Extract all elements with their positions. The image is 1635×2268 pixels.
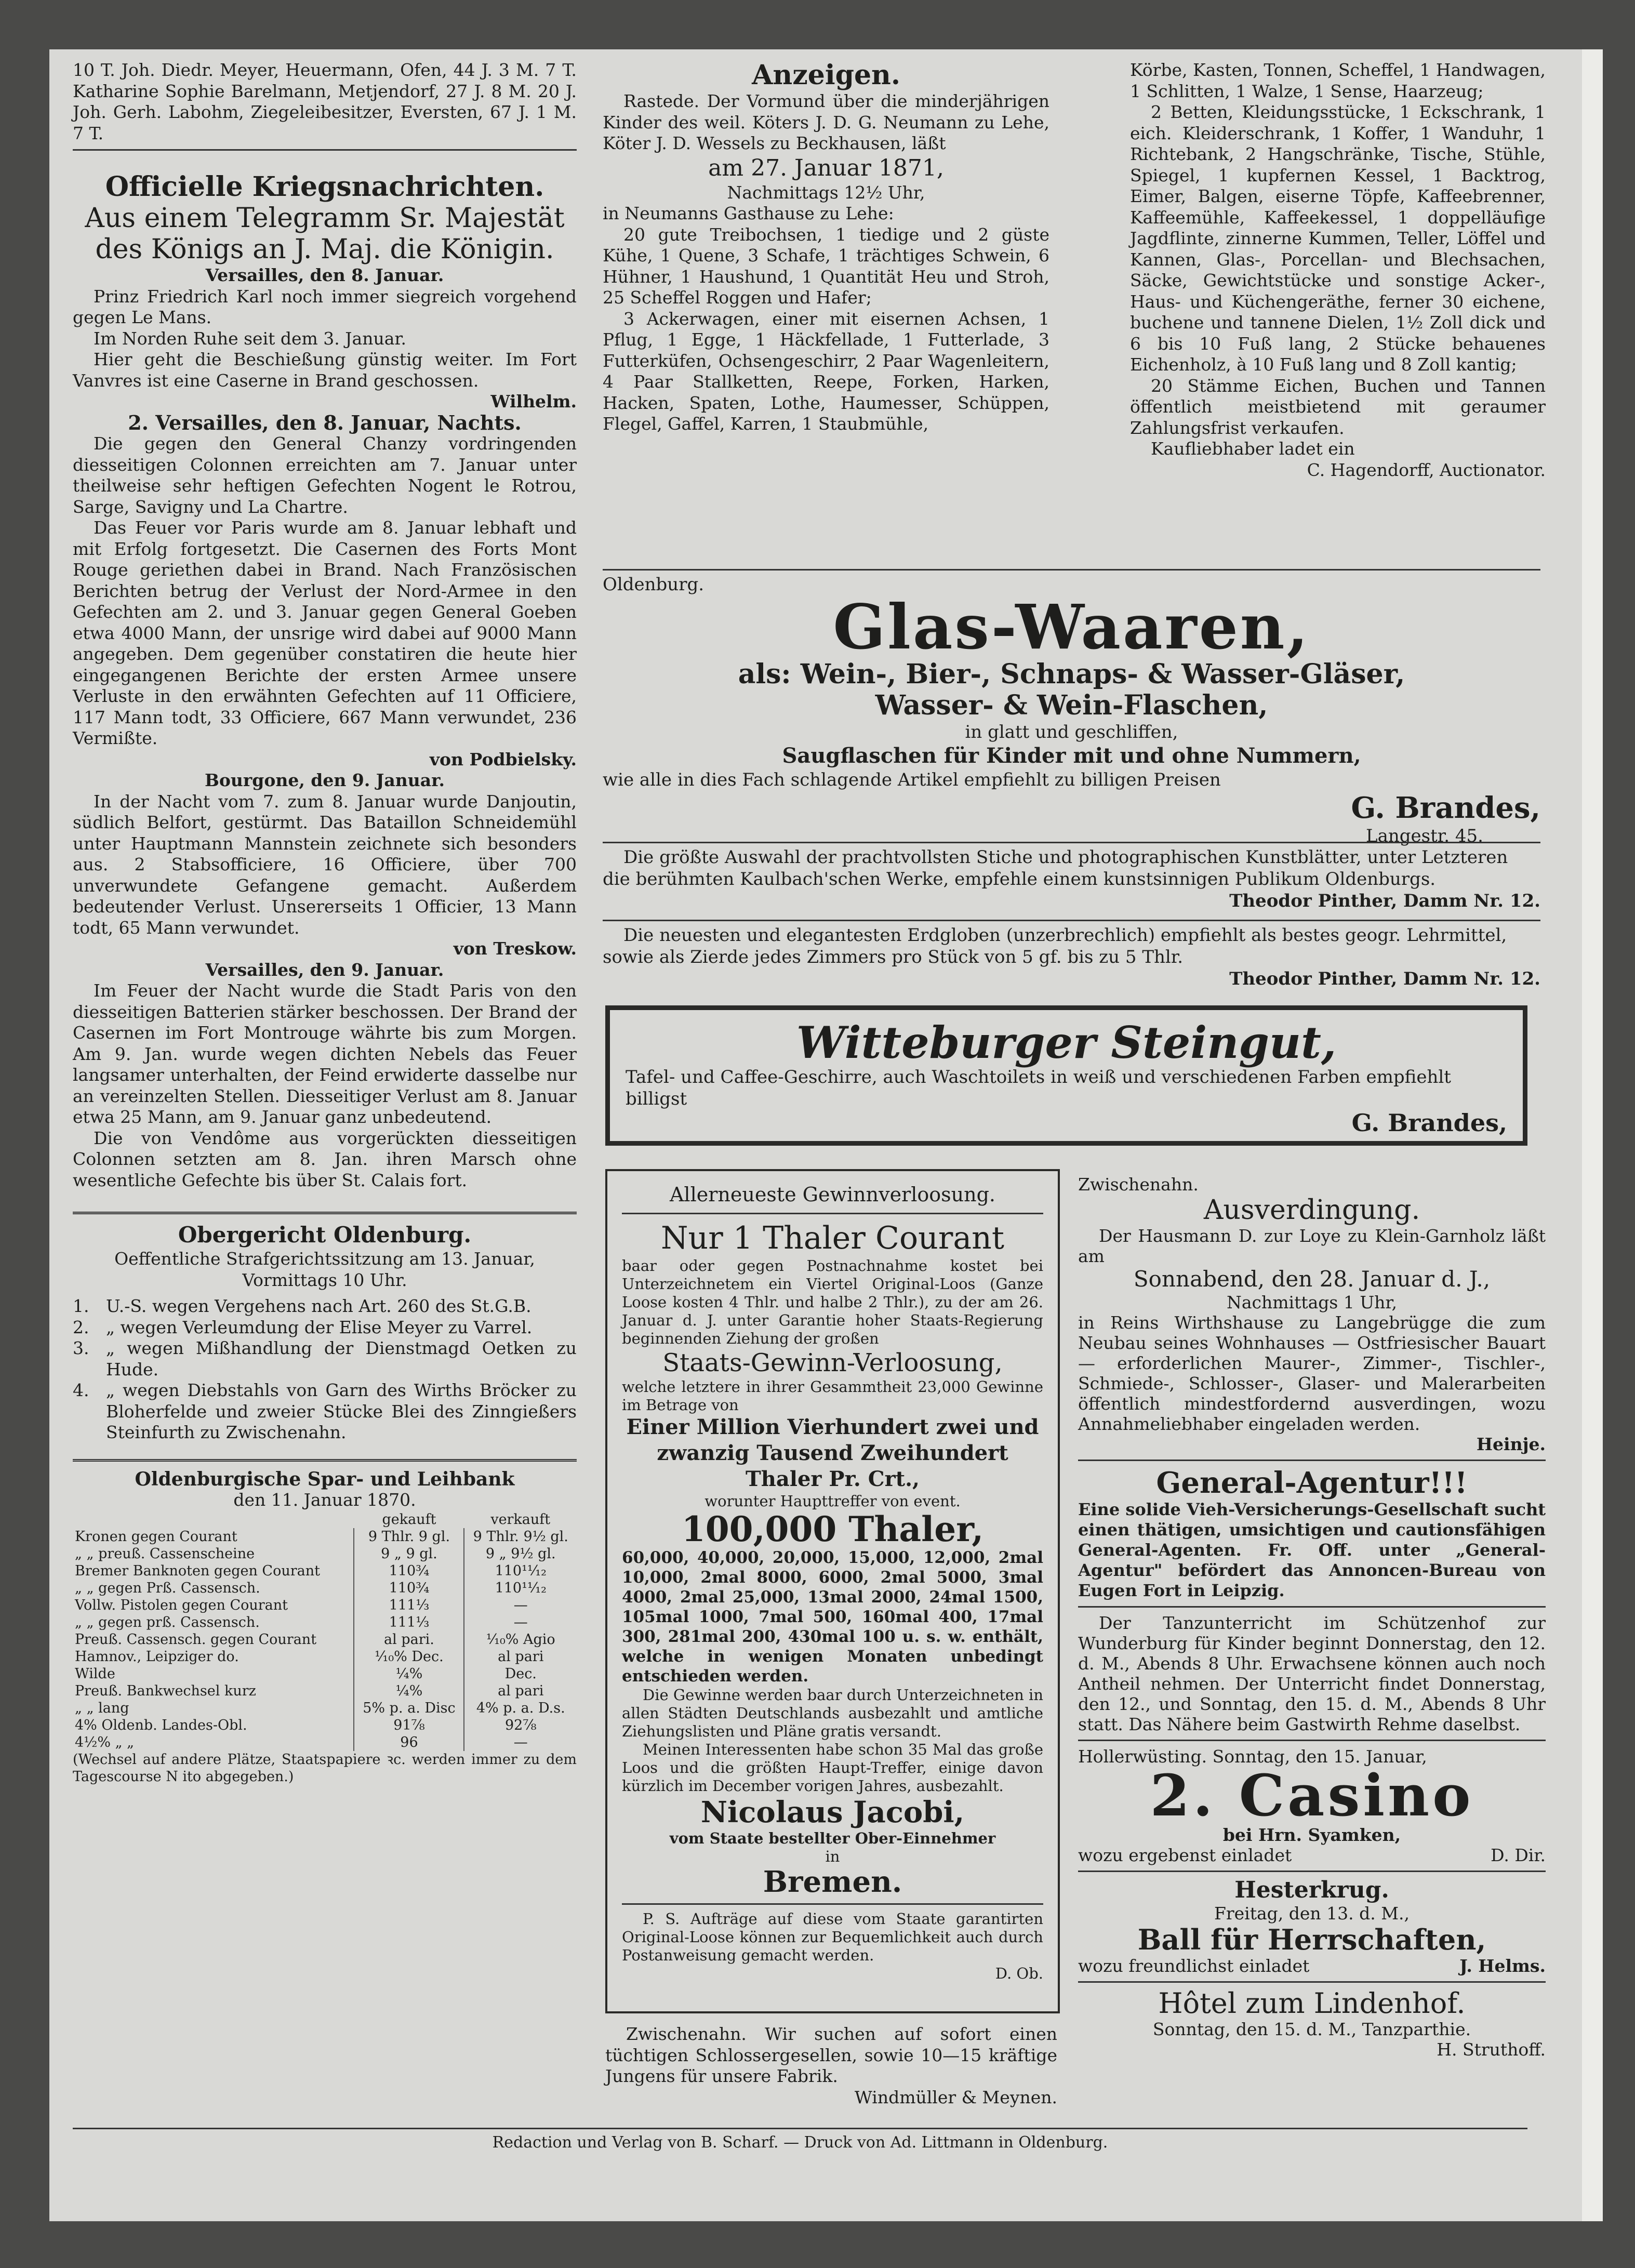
ad-text bbox=[1078, 1956, 1546, 1976]
art-prints-ad bbox=[603, 842, 1540, 912]
glass-ad bbox=[603, 569, 1540, 847]
table-cell: 92⅞ bbox=[464, 1717, 577, 1734]
table-cell: 4½% „ „ bbox=[75, 1734, 135, 1750]
ad-title: Hôtel zum Lindenhof. bbox=[1158, 1987, 1466, 2020]
ad-signature: Theodor Pinther, Damm Nr. 12. bbox=[1229, 891, 1540, 911]
locksmith-ad bbox=[605, 2024, 1057, 2108]
ad-title: General-Agentur!!! bbox=[1156, 1466, 1468, 1500]
table-cell: 5% p. a. Disc bbox=[354, 1700, 464, 1717]
table-cell: 9 Thlr. 9 gl. bbox=[354, 1528, 464, 1545]
news-paragraph: Hier geht die Beschießung günstig weiter. Im Fort Vanvres ist eine Caserne in Brand geschossen. bbox=[73, 349, 577, 391]
table-cell: Vollw. Pistolen gegen Courant bbox=[75, 1597, 288, 1613]
table-cell: „ „ preuß. Cassenscheine bbox=[75, 1545, 255, 1562]
ad-text: Die größte Auswahl der prachtvollsten Stiche und photographischen Kunstblätter, unter Letzteren die berühmten Kaulbach'schen Werke, empfehle einem kunstsinnigen Publikum Oldenburgs. bbox=[603, 847, 1508, 890]
table-cell: Kronen gegen Courant bbox=[75, 1528, 237, 1545]
ad-date: Freitag, den 13. d. M., bbox=[1214, 1903, 1410, 1924]
court-item-number: 4. bbox=[73, 1380, 89, 1400]
table-cell: 91⅞ bbox=[354, 1717, 464, 1734]
court-item-text: „ wegen Mißhandlung der Dienstmagd Oetken zu Hude. bbox=[106, 1338, 577, 1380]
divider bbox=[622, 1903, 1043, 1905]
death-notices: 10 T. Joh. Diedr. Meyer, Heuermann, Ofen, 44 J. 3 M. 7 T. Katharine Sophie Barelmann, Metjendorf, 27 J. 8 M. 20 J. Joh. Gerh. Labohm, Ziegeleibesitzer, Eversten, 67 J. 1 M. 7 T. bbox=[73, 60, 577, 143]
auction-items: 20 gute Treibochsen, 1 tiedige und 2 güste Kühe, 1 Quene, 3 Schafe, 1 trächtiges Schwein, 6 Hühner, 1 Haushund, 1 Quantität Heu und Stroh, 25 Scheffel Roggen und Hafer; bbox=[603, 224, 1049, 308]
war-news-title: Officielle Kriegsnachrichten. bbox=[105, 171, 544, 203]
table-cell: — bbox=[464, 1734, 577, 1751]
table-row bbox=[73, 1614, 577, 1631]
column-right bbox=[1130, 60, 1546, 481]
court-title: Obergericht Oldenburg. bbox=[178, 1222, 472, 1248]
ad-line: wie alle in dies Fach schlagende Artikel empfiehlt zu billigen Preisen bbox=[603, 770, 1221, 790]
news-paragraph: In der Nacht vom 7. zum 8. Januar wurde Danjoutin, südlich Belfort, gestürmt. Das Bataillon Schneidemühl unter Hauptmann Mannstein zeichnete sich besonders aus. 2 Stabsofficiere, 16 Officiere, über 700 unverwundete Gefangene gemacht. Außerdem bedeutender Verlust. Unsererseits 1 Officier, 13 Mann todt, 65 Mann verwundet. bbox=[73, 791, 577, 938]
telegram-title: Aus einem Telegramm Sr. Majestät des Königs an J. Maj. die Königin. bbox=[85, 203, 565, 265]
table-cell: al pari bbox=[464, 1648, 577, 1665]
table-cell: 9 „ 9½ gl. bbox=[464, 1545, 577, 1562]
table-cell: — bbox=[464, 1614, 577, 1631]
table-cell: Preuß. Bankwechsel kurz bbox=[75, 1682, 256, 1699]
table-cell: ¼% bbox=[354, 1665, 464, 1682]
divider bbox=[73, 149, 577, 151]
ad-signature: Windmüller & Meynen. bbox=[854, 2087, 1057, 2107]
ad-address: Langestr. 45. bbox=[1366, 826, 1483, 846]
news-paragraph: Prinz Friedrich Karl noch immer siegreich vorgehend gegen Le Mans. bbox=[73, 286, 577, 327]
auction-intro: Rastede. Der Vormund über die minderjährigen Kinder des weil. Köters J. D. G. Neumann zu Lehe, Köter J. D. Wessels zu Beckhausen, läßt bbox=[603, 91, 1049, 153]
court-item bbox=[73, 1296, 577, 1317]
table-cell: ¹⁄₁₀% Dec. bbox=[354, 1648, 464, 1665]
table-row bbox=[73, 1665, 577, 1682]
lottery-headline: Nur 1 Thaler Courant bbox=[661, 1220, 1004, 1256]
ad-text: bei Hrn. Syamken, bbox=[1222, 1825, 1401, 1845]
ad-text: Eine solide Vieh-Versicherungs-Gesellschaft sucht einen thätigen, umsichtigen und cautionsfähigen General-Agenten. Fr. Off. unter „General-Agentur" befördert das Annoncen-Bureau von Eugen Fort in Leipzig. bbox=[1078, 1500, 1546, 1600]
table-cell: 111⅓ bbox=[354, 1614, 464, 1631]
table-cell: al pari. bbox=[354, 1631, 464, 1648]
table-row bbox=[73, 1528, 577, 1545]
divider bbox=[1078, 1871, 1546, 1872]
ad-title: Ausverdingung. bbox=[1203, 1195, 1420, 1226]
table-row bbox=[73, 1734, 577, 1751]
lottery-ps-signature: D. Ob. bbox=[995, 1965, 1043, 1982]
right-lower-column bbox=[1078, 1174, 1546, 2060]
auction-items: 2 Betten, Kleidungsstücke, 1 Eckschrank, 1 eich. Kleiderschrank, 1 Koffer, 1 Wanduhr, 1 Richtebank, 2 Hangschränke, Tische, Stühle, Spiegel, 1 kupfernen Kessel, 1 Backtrog, Eimer, Balgen, eiserne Töpfe, Kaffeebrenner, Kaffeemühle, Kaffeekessel, 1 doppelläufige Jagdflinte, zinnerne Kummen, Teller, Löffel und Kannen, Glas-, Porcellan- und Blechsachen, Säcke, Gewichtstücke und sonstige Acker-, Haus- und Küchengeräthe, ferner 30 eichene, buchene und tannene Dielen, 1½ Zoll dick und 6 bis 10 Fuß lang, 2 Stücke behauenes Eichenholz, à 10 Fuß lang und 8 Zoll kantig; bbox=[1130, 102, 1546, 375]
divider bbox=[1078, 1740, 1546, 1741]
ad-signature: G. Brandes, bbox=[1351, 1109, 1507, 1137]
divider bbox=[1078, 1606, 1546, 1608]
auction-items: 3 Ackerwagen, einer mit eisernen Achsen, 1 Pflug, 1 Egge, 1 Häckfellade, 1 Futterlade, 3 Futterküfen, Ochsengeschirr, 2 Paar Wagenleitern, 4 Paar Stallketten, Reepe, Forken, Harken, Hacken, Spaten, Lothe, Haumesser, Schüppen, Flegel, Gaffel, Karren, 1 Staubmühle, bbox=[603, 308, 1049, 434]
auction-date: am 27. Januar 1871, bbox=[708, 154, 944, 181]
court-item-number: 3. bbox=[73, 1338, 89, 1358]
ad-date: Sonnabend, den 28. Januar d. J., bbox=[1133, 1266, 1491, 1292]
ad-text: Der Hausmann D. zur Loye zu Klein-Garnholz läßt am bbox=[1078, 1226, 1546, 1266]
divider bbox=[1078, 1981, 1546, 1983]
news-paragraph: Im Norden Ruhe seit dem 3. Januar. bbox=[94, 328, 407, 349]
bank-date: den 11. Januar 1870. bbox=[233, 1490, 416, 1510]
bank-note: (Wechsel auf andere Plätze, Staatspapiere ꝛc. werden immer zu dem Tagescourse N ito abgegeben.) bbox=[73, 1751, 577, 1785]
table-cell: 111⅓ bbox=[354, 1597, 464, 1614]
court-item bbox=[73, 1380, 577, 1443]
lottery-text: Die Gewinne werden baar durch Unterzeichneten in allen Städten Deutschlands ausbezahlt und amtliche Ziehungslisten und Pläne gratis versandt. bbox=[622, 1686, 1043, 1740]
auctioneer-signature: C. Hagendorff, Auctionator. bbox=[1307, 459, 1546, 480]
news-paragraph: Das Feuer vor Paris wurde am 8. Januar lebhaft und mit Erfolg fortgesetzt. Die Casernen des Forts Mont Rouge geriethen dabei in Brand. Nach Französischen Berichten betrug der Verlust der Nord-Armee in den Gefechten am 2. und 3. Januar gegen General Goeben etwa 4000 Mann, der unsrige wird dabei auf 9000 Mann angegeben. Dem gegenüber constatiren die heute hier eingegangenen Berichte der ersten Armee unsere Verluste in den erwähnten Gefechten auf 11 Officiere, 117 Mann todt, 33 Officiere, 667 Mann verwundet, 236 Vermißte. bbox=[73, 518, 577, 748]
table-cell: Bremer Banknoten gegen Courant bbox=[75, 1562, 320, 1579]
divider bbox=[622, 1213, 1043, 1214]
ad-signature: G. Brandes, bbox=[1351, 791, 1540, 825]
news-paragraph: Die von Vendôme aus vorgerückten diesseitigen Colonnen setzten am 8. Jan. ihren Marsch ohne wesentliche Gefechte bis über St. Calais fort. bbox=[73, 1128, 577, 1190]
ad-text: Der Tanzunterricht im Schützenhof zur Wunderburg für Kinder beginnt Donnerstag, den 12. d. M., Abends 8 Uhr. Erwachsene können auch noch Antheil nehmen. Der Unterricht findet Donnerstag, den 12., und Sonntag, den 15. d. M., Abends 8 Uhr statt. Das Nähere beim Gastwirth Rehme daselbst. bbox=[1078, 1613, 1546, 1734]
court-item bbox=[73, 1338, 577, 1380]
ad-invite: wozu freundlichst einladet bbox=[1078, 1956, 1310, 1976]
table-cell: 110¹¹⁄₁₂ bbox=[464, 1580, 577, 1597]
table-cell: — bbox=[464, 1597, 577, 1614]
ad-text bbox=[1078, 1845, 1546, 1865]
table-header: gekauft bbox=[382, 1511, 436, 1528]
bank-title: Oldenburgische Spar- und Leihbank bbox=[135, 1468, 515, 1490]
column-middle bbox=[603, 60, 1049, 435]
court-item-number: 2. bbox=[73, 1317, 89, 1337]
auction-time: Nachmittags 12½ Uhr, bbox=[727, 182, 925, 203]
court-list bbox=[73, 1296, 577, 1443]
stoneware-ad bbox=[605, 1005, 1527, 1146]
ad-place: Zwischenahn. bbox=[1078, 1174, 1199, 1195]
table-header: verkauft bbox=[490, 1511, 551, 1528]
ad-signature: Theodor Pinther, Damm Nr. 12. bbox=[1229, 969, 1540, 989]
ad-text: in Reins Wirthshause zu Langebrügge die zum Neubau seines Wohnhauses — Ostfriesischer Bauart — erforderlichen Maurer-, Zimmer-, Tischler-, Schmiede-, Schlosser-, Glaser- und Malerarbeiten öffentlich mindestfordernd ausverdingen, wozu Annahmeliebhaber eingeladen werden. bbox=[1078, 1312, 1546, 1434]
table-row bbox=[73, 1545, 577, 1562]
court-item-text: U.-S. wegen Vergehens nach Art. 260 des St.G.B. bbox=[106, 1296, 531, 1316]
signature: Wilhelm. bbox=[490, 391, 577, 412]
lottery-prizes: 60,000, 40,000, 20,000, 15,000, 12,000, 2mal 10,000, 2mal 8000, 6000, 2mal 5000, 3mal 4000, 2mal 25,000, 13mal 2000, 24mal 1500, 105mal 1000, 7mal 500, 160mal 400, 17mal 300, 281mal 200, 430mal 100 u. s. w. enthält, welche in wenigen Monaten unbedingt entschieden werden. bbox=[622, 1548, 1043, 1686]
table-cell: „ „ lang bbox=[75, 1700, 129, 1716]
ad-place: Oldenburg. bbox=[603, 574, 704, 595]
ad-signature: J. Helms. bbox=[1459, 1956, 1546, 1976]
ad-line: als: Wein-, Bier-, Schnaps- & Wasser-Gläser, bbox=[738, 658, 1405, 690]
ad-line: Wasser- & Wein-Flaschen, bbox=[875, 689, 1268, 721]
lottery-text: baar oder gegen Postnachnahme kostet bei Unterzeichnetem ein Viertel Original-Loos (Ganze Loose kosten 4 Thlr. und halbe 2 Thlr.), zu der am 26. Januar d. J. unter Garantie hoher Staats-Regierung beginnenden Ziehung der großen bbox=[622, 1257, 1043, 1347]
lottery-title: Allerneueste Gewinnverloosung. bbox=[669, 1183, 996, 1206]
table-cell: 110¾ bbox=[354, 1562, 464, 1580]
table-cell: Wilde bbox=[75, 1665, 115, 1682]
lottery-ad bbox=[605, 1169, 1060, 2013]
table-cell: 9 „ 9 gl. bbox=[354, 1545, 464, 1562]
ad-text: Hollerwüsting. Sonntag, den 15. Januar, bbox=[1078, 1746, 1427, 1767]
ad-text: Tafel- und Caffee-Geschirre, auch Waschtoilets in weiß und verschiedenen Farben empfiehlt billigst bbox=[626, 1067, 1451, 1109]
table-cell: al pari bbox=[464, 1682, 577, 1700]
lottery-big: Staats-Gewinn-Verloosung, bbox=[662, 1348, 1003, 1377]
signature: von Treskow. bbox=[453, 938, 577, 959]
divider bbox=[73, 1212, 577, 1214]
auction-place: in Neumanns Gasthause zu Lehe: bbox=[603, 203, 894, 223]
ad-line: in glatt und geschliffen, bbox=[965, 722, 1178, 742]
court-item-text: „ wegen Verleumdung der Elise Meyer zu Varrel. bbox=[106, 1317, 533, 1337]
news-paragraph: Die gegen den General Chanzy vordringenden diesseitigen Colonnen erreichten am 7. Januar unter theilweise sehr heftigen Gefechten Nogent le Rotrou, Sarge, Savigny und La Chartre. bbox=[73, 433, 577, 517]
ad-time: Nachmittags 1 Uhr, bbox=[1226, 1292, 1398, 1312]
ad-text: Sonntag, den 15. d. M., Tanzparthie. bbox=[1152, 2019, 1471, 2039]
lottery-text: worunter Haupttreffer von event. bbox=[704, 1492, 961, 1510]
table-cell: 4% p. a. D.s. bbox=[464, 1700, 577, 1717]
ads-title: Anzeigen. bbox=[752, 59, 900, 91]
ad-signature: D. Dir. bbox=[1491, 1845, 1546, 1865]
bank-rates-table bbox=[73, 1511, 577, 1751]
ad-title: Witteburger Steingut, bbox=[796, 1017, 1337, 1068]
table-cell: 110¾ bbox=[354, 1580, 464, 1597]
footer-imprint: Redaction und Verlag von B. Scharf. — Druck von Ad. Littmann in Oldenburg. bbox=[73, 2128, 1527, 2152]
table-row bbox=[73, 1580, 577, 1597]
lottery-prize: 100,000 Thaler, bbox=[681, 1509, 984, 1549]
dateline: Versailles, den 8. Januar. bbox=[205, 265, 444, 285]
table-row bbox=[73, 1562, 577, 1580]
court-subtitle: Oeffentliche Strafgerichtssitzung am 13. Januar, Vormittags 10 Uhr. bbox=[114, 1249, 535, 1290]
column-left bbox=[73, 60, 577, 1785]
court-item bbox=[73, 1317, 577, 1338]
table-cell: ¹⁄₁₀% Agio bbox=[464, 1631, 577, 1648]
table-row bbox=[73, 1717, 577, 1734]
table-row bbox=[73, 1597, 577, 1614]
lottery-name: Nicolaus Jacobi, bbox=[700, 1795, 965, 1829]
ad-text: Zwischenahn. Wir suchen auf sofort einen tüchtigen Schlossergesellen, sowie 10—15 kräftige Jungens für unsere Fabrik. bbox=[605, 2024, 1057, 2086]
table-row bbox=[73, 1682, 577, 1700]
court-item-number: 1. bbox=[73, 1296, 89, 1316]
table-cell: 110¹¹⁄₁₂ bbox=[464, 1562, 577, 1580]
table-cell: Hamnov., Leipziger do. bbox=[75, 1648, 239, 1665]
dateline: Versailles, den 9. Januar. bbox=[205, 959, 444, 980]
ad-line: Saugflaschen für Kinder mit und ohne Nummern, bbox=[782, 744, 1361, 768]
table-header bbox=[73, 1511, 354, 1528]
auction-invite: Kaufliebhaber ladet ein bbox=[1151, 439, 1355, 459]
table-row bbox=[73, 1648, 577, 1665]
signature: von Podbielsky. bbox=[429, 749, 577, 770]
ad-signature: H. Struthoff. bbox=[1437, 2039, 1546, 2060]
table-cell: 4% Oldenb. Landes-Obl. bbox=[75, 1717, 247, 1733]
court-item-text: „ wegen Diebstahls von Garn des Wirths Bröcker zu Bloherfelde und zweier Stücke Blei des Zinngießers Steinfurth zu Zwischenahn. bbox=[106, 1380, 577, 1442]
dateline: Bourgone, den 9. Januar. bbox=[204, 770, 445, 790]
lottery-ps: P. S. Aufträge auf diese vom Staate garantirten Original-Loose können zur Bequemlichkeit auch durch Postanweisung gemacht werden. bbox=[622, 1910, 1043, 1964]
lottery-role: vom Staate bestellter Ober-Einnehmer bbox=[669, 1829, 996, 1847]
ad-invite: wozu ergebenst einladet bbox=[1078, 1845, 1292, 1865]
ad-title: Hesterkrug. bbox=[1234, 1877, 1389, 1903]
lottery-text: welche letztere in ihrer Gesammtheit 23,000 Gewinne im Betrage von bbox=[622, 1378, 1043, 1414]
table-row bbox=[73, 1631, 577, 1648]
table-cell: ¼% bbox=[354, 1682, 464, 1700]
lottery-text: Meinen Interessenten habe schon 35 Mal das große Loos und die größten Haupt-Treffer, einige davon kürzlich im December vorigen Jahres, ausbezahlt. bbox=[622, 1741, 1043, 1795]
ad-signature: Heinje. bbox=[1476, 1434, 1546, 1454]
table-cell: Dec. bbox=[464, 1665, 577, 1682]
auction-items: 20 Stämme Eichen, Buchen und Tannen öffentlich meistbietend mit geraumer Zahlungsfrist verkaufen. bbox=[1130, 375, 1546, 438]
dateline: 2. Versailles, den 8. Januar, Nachts. bbox=[128, 410, 522, 434]
ad-title: Ball für Herrschaften, bbox=[1137, 1923, 1486, 1956]
ad-title: Glas-Waaren, bbox=[833, 591, 1310, 663]
table-cell: 96 bbox=[354, 1734, 464, 1751]
lottery-million: Einer Million Vierhundert zwei und zwanzig Tausend Zweihundert Thaler Pr. Crt., bbox=[626, 1415, 1039, 1491]
ad-title: 2. Casino bbox=[1150, 1762, 1474, 1829]
news-paragraph: Im Feuer der Nacht wurde die Stadt Paris von den diesseitigen Batterien stärker beschossen. Der Brand der Casernen im Fort Montrouge währte bis zum Morgen. Am 9. Jan. wurde wegen dichten Nebels das Feuer langsamer unterhalten, der Feind erwiderte dasselbe nur an vereinzelten Stellen. Diesseitiger Verlust am 8. Januar etwa 25 Mann, am 9. Januar ganz unbedeutend. bbox=[73, 980, 577, 1127]
divider bbox=[73, 1459, 577, 1462]
lottery-city: Bremen. bbox=[763, 1865, 902, 1899]
ad-text: Die neuesten und elegantesten Erdgloben (unzerbrechlich) empfiehlt als bestes geogr. Lehrmittel, sowie als Zierde jedes Zimmers pro Stück von 5 gf. bis zu 5 Thlr. bbox=[603, 925, 1507, 967]
table-cell: „ „ gegen Prß. Cassensch. bbox=[75, 1580, 260, 1596]
divider bbox=[1078, 1460, 1546, 1461]
auction-items: Körbe, Kasten, Tonnen, Scheffel, 1 Handwagen, 1 Schlitten, 1 Walze, 1 Sense, Haarzeug; bbox=[1130, 60, 1546, 101]
lottery-in: in bbox=[825, 1848, 840, 1865]
globes-ad bbox=[603, 920, 1540, 990]
table-cell: „ „ gegen prß. Cassensch. bbox=[75, 1614, 260, 1630]
table-cell: Preuß. Cassensch. gegen Courant bbox=[75, 1631, 317, 1648]
table-cell: 9 Thlr. 9½ gl. bbox=[464, 1528, 577, 1545]
table-row bbox=[73, 1700, 577, 1717]
